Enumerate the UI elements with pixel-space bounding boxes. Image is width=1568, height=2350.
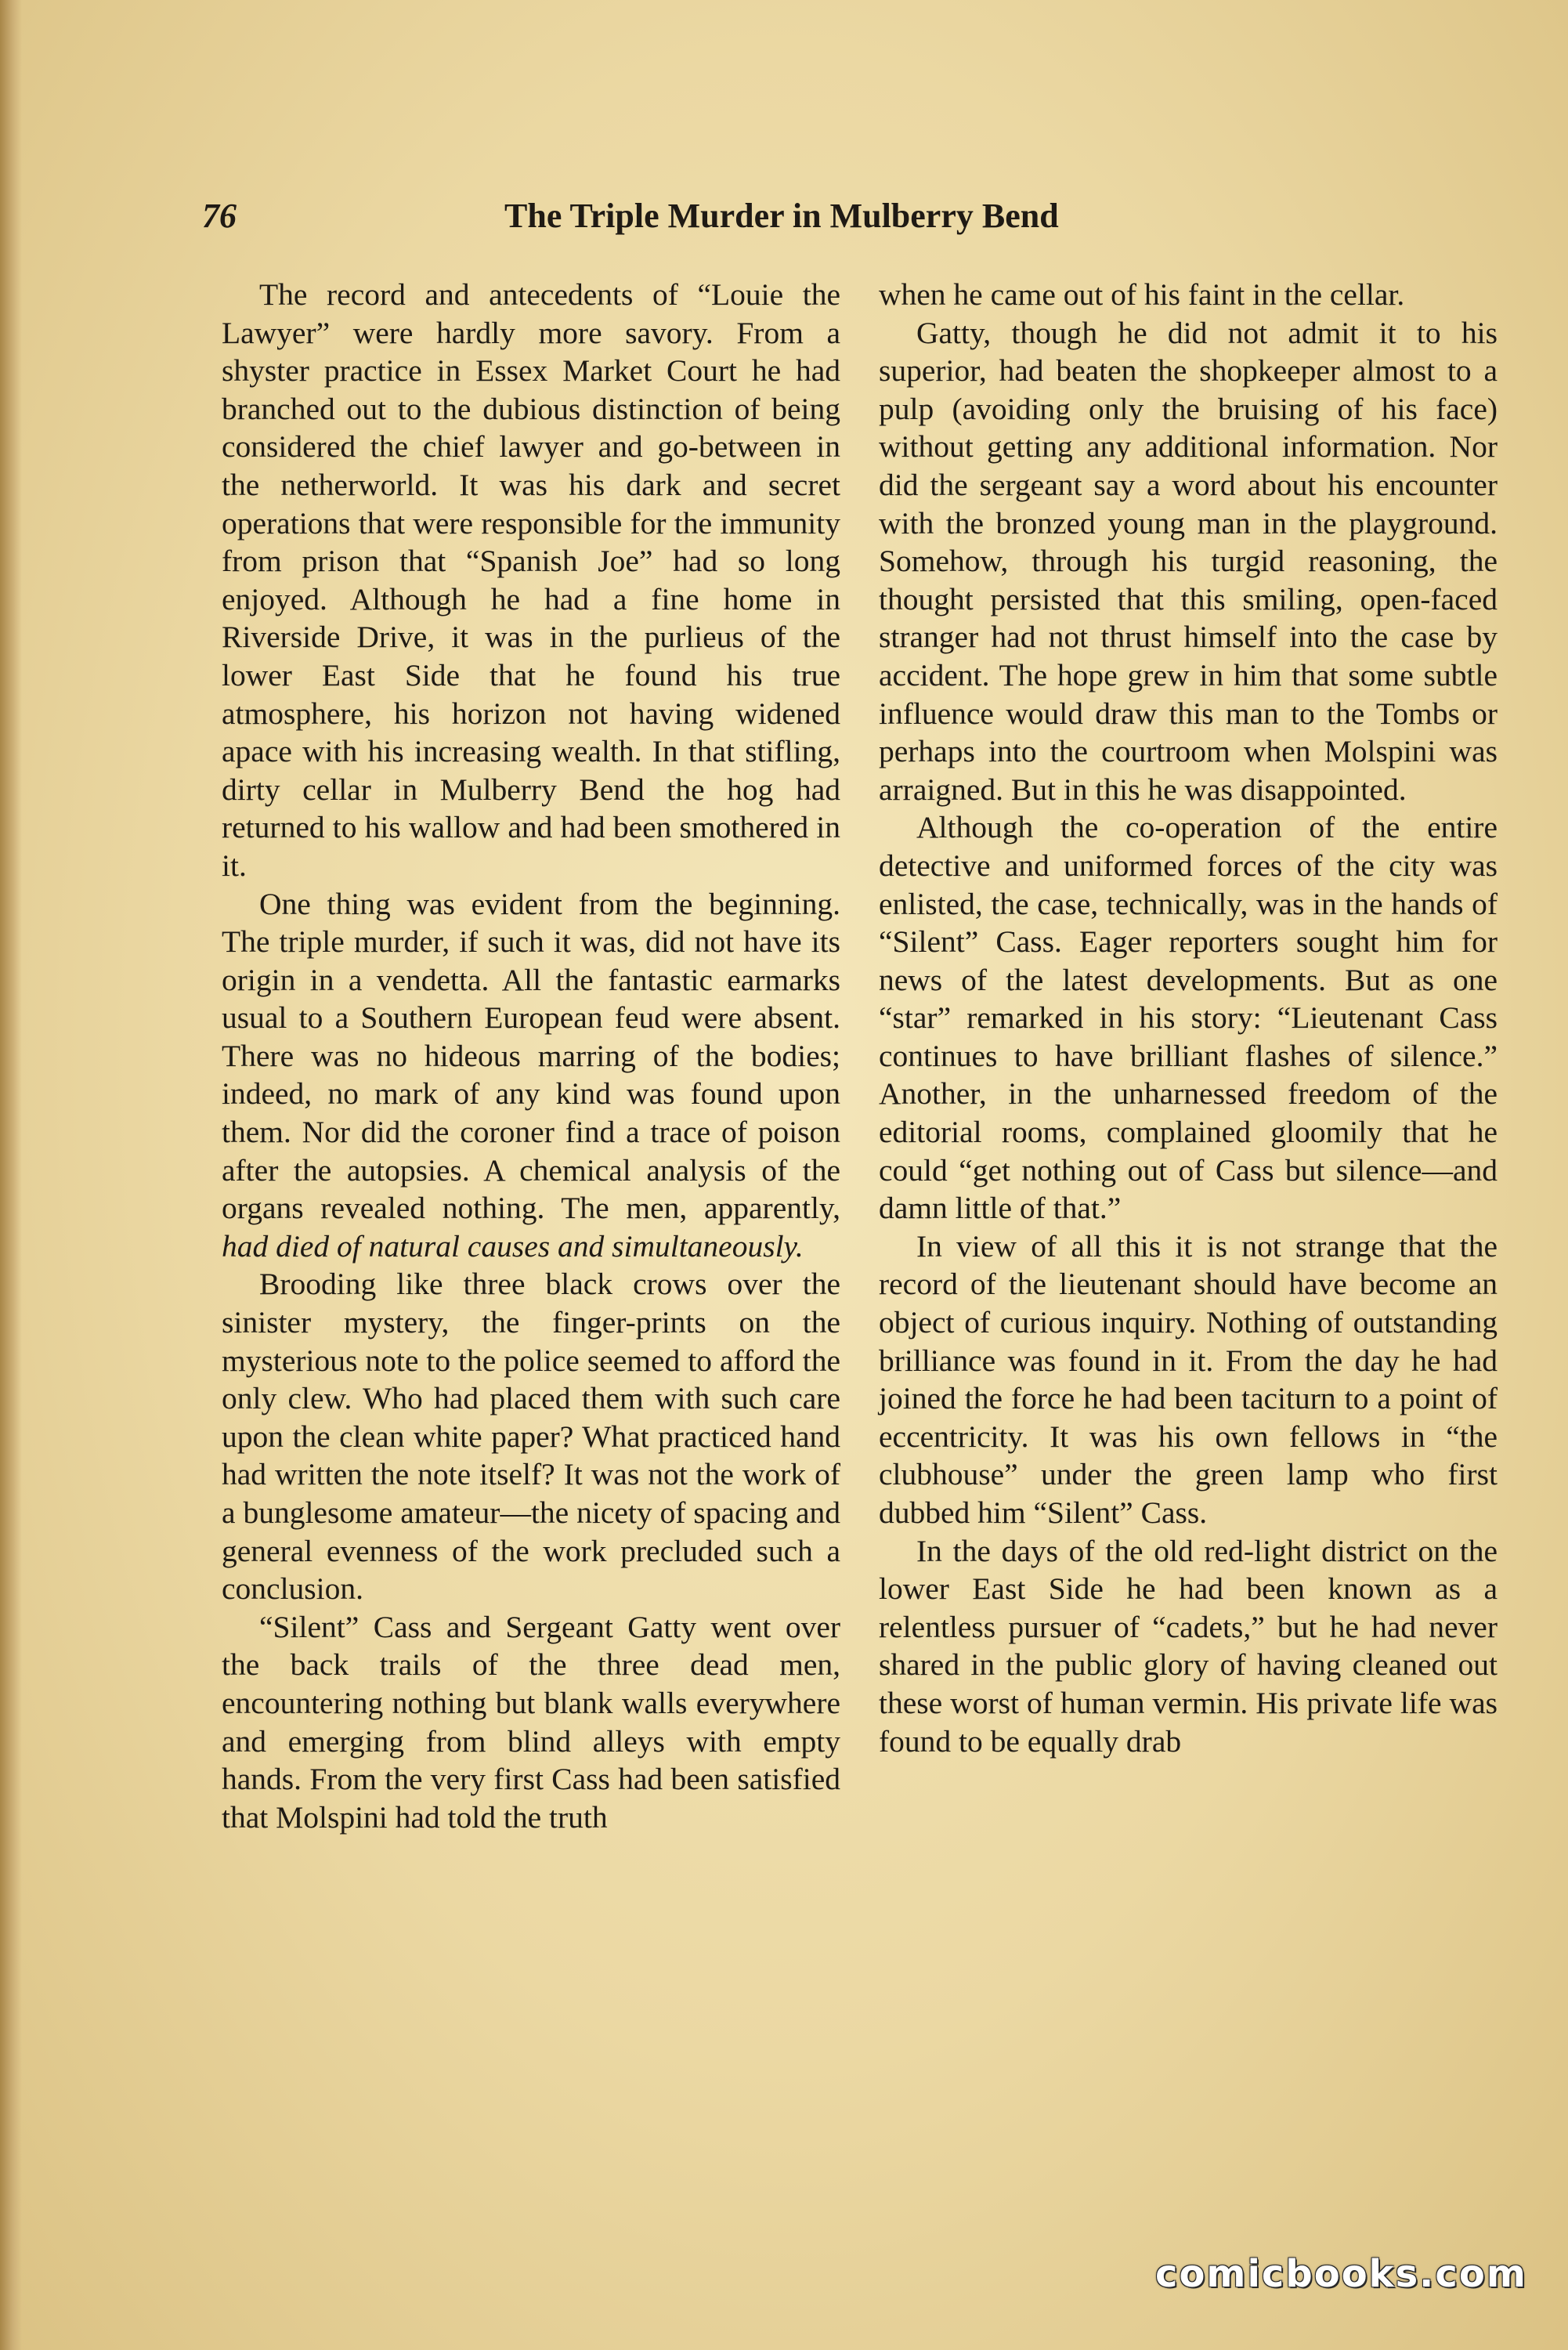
paragraph: Although the co-operation of the entire detective and uniformed forces of the city was enlisted, the case, technically, was in the hands of “Silent” Cass. Eager reporters sought him for news of the latest developments. But as one “star” remarked in his story: “Lieutenant Cass continues to have brilliant flashes of silence.” Another, in the unharnessed freedom of the editorial rooms, complained gloomily that he could “get nothing out of Cass but silence—and damn little of that.” <box>879 810 1498 1226</box>
paragraph: Brooding like three black crows over the sinister mystery, the finger-prints on the mysterious note to the police seemed to afford the only clew. Who had placed them with such care upon the clean white paper? What practiced hand had written the note itself? It was not the work of a bunglesome amateur—the nicety of spacing and general evenness of the work precluded such a conclusion. <box>222 1267 840 1607</box>
paragraph: In the days of the old red-light district on the lower East Side he had been known as a relentless pursuer of “cadets,” but he had never shared in the public glory of having cleaned out these worst of human vermin. His private life was found to be equally drab <box>879 1533 1498 1759</box>
page-edge-shadow <box>0 0 22 2350</box>
left-column <box>222 276 840 1836</box>
paragraph: The record and antecedents of “Louie the Lawyer” were hardly more savory. From a shyster practice in Essex Market Court he had branched out to the dubious distinction of being considered the chief lawyer and go-between in the netherworld. It was his dark and secret operations that were responsible for the immunity from prison that “Spanish Joe” had so long enjoyed. Although he had a fine home in Riverside Drive, it was in the purlieus of the lower East Side that he found his true atmosphere, his horizon not having widened apace with his increasing wealth. In that stifling, dirty cellar in Mulberry Bend the hog had returned to his wallow and had been smothered in it. <box>222 277 840 883</box>
running-title: The Triple Murder in Mulberry Bend <box>504 197 1059 235</box>
paragraph: “Silent” Cass and Sergeant Gatty went over the back trails of the three dead men, encountering nothing but blank walls everywhere and emerging from blind alleys with empty hands. From the very first Cass had been satisfied that Molspini had told the truth <box>222 1609 840 1835</box>
page-number: 76 <box>202 197 237 235</box>
paragraph-text: One thing was evident from the beginning. The triple murder, if such it was, did not have its origin in a vendetta. All the fantastic earmarks usual to a Southern European feud were absent. There was no hideous marring of the bodies; indeed, no mark of any kind was found upon them. Nor did the coroner find a trace of poison after the autopsies. A chemical analysis of the organs revealed nothing. The men, apparently, <box>222 886 840 1226</box>
running-header <box>202 196 1212 251</box>
paragraph <box>222 885 840 1266</box>
source-watermark: comicbooks.com <box>1155 2252 1527 2296</box>
italic-emphasis: had died of natural causes and simultaneously. <box>222 1228 804 1264</box>
right-column <box>879 276 1498 1760</box>
paragraph: In view of all this it is not strange that the record of the lieutenant should have become an object of curious inquiry. Nothing of outstanding brilliance was found in it. From the day he had joined the force he had been taciturn to a point of eccentricity. It was his own fellows in “the clubhouse” under the green lamp who first dubbed him “Silent” Cass. <box>879 1228 1498 1530</box>
paragraph: Gatty, though he did not admit it to his superior, had beaten the shopkeeper almost to a pulp (avoiding only the bruising of his face) without getting any additional information. Nor did the sergeant say a word about his encounter with the bronzed young man in the playground. Somehow, through his turgid reasoning, the thought persisted that this smiling, open-faced stranger had not thrust himself into the case by accident. The hope grew in him that some subtle influence would draw this man to the Tombs or perhaps into the courtroom when Molspini was arraigned. But in this he was disappointed. <box>879 315 1498 807</box>
paragraph: when he came out of his faint in the cellar. <box>879 277 1405 312</box>
